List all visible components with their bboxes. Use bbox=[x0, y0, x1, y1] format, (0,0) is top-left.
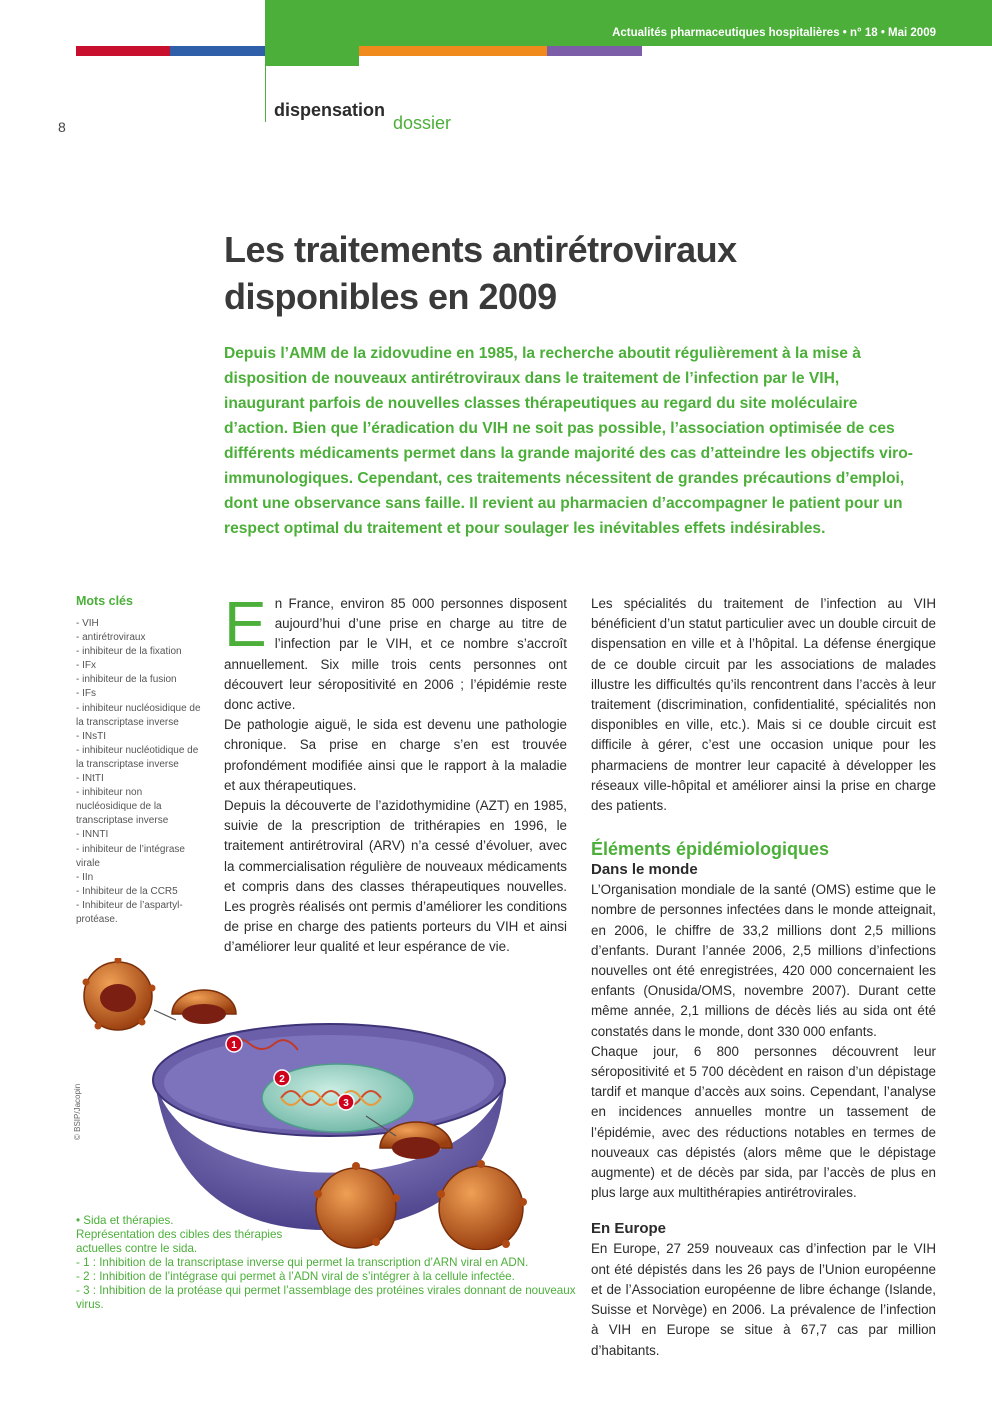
article-paragraph: Les spécialités du traitement de l’infection au VIH bénéficient d’un statut particulier avec un double circuit de dispensation en ville et à l’hôpital. La défense énergique de ce double circuit par les associations de malades illustre les difficultés qu’ils rencontrent dans l’accès à leur traitement (discrimination, confidentialité, spécialités non disponibles en ville, etc.). Mais si ce double circuit est difficile à gérer, c’est une occasion unique pour les pharmaciens de montrer leur capacité à développer les réseaux ville-hôpital et améliorer ainsi la prise en charge des patients. bbox=[591, 596, 936, 814]
stripe-red bbox=[76, 46, 170, 56]
keyword-item: - Inhibiteur de la CCR5 bbox=[76, 885, 178, 897]
caption-line: actuelles contre le sida. bbox=[76, 1242, 198, 1255]
figure-caption bbox=[76, 1214, 576, 1312]
keyword-item: - inhibiteur de la fusion bbox=[76, 674, 177, 686]
image-credit: © BSIP/Jacopin bbox=[73, 1083, 82, 1140]
header-divider bbox=[265, 58, 266, 122]
keyword-item: - inhibiteur nucléotidique de la transcriptase inverse bbox=[76, 744, 199, 770]
title-line-1: Les traitements antirétroviraux bbox=[224, 229, 737, 270]
keyword-item: - inhibiteur de l’intégrase virale bbox=[76, 843, 185, 869]
header-tab bbox=[265, 46, 359, 66]
keyword-item: - inhibiteur nucléosidique de la transcriptase inverse bbox=[76, 702, 201, 728]
stripe-blue bbox=[170, 46, 265, 56]
keywords-list bbox=[76, 617, 201, 927]
article-paragraph: Depuis la découverte de l’azidothymidine (AZT) en 1985, suivie de la prescription de trithérapies en 1996, le traitement antirétroviral (ARV) n’a cessé d’évoluer, avec la commercialisation régulière de nouveaux médicaments et compris dans des classes thérapeutiques nouvelles. Les progrès réalisés ont permis d’améliorer les conditions de prise en charge des patients porteurs du VIH et ainsi d’améliorer leur qualité et leur espérance de vie. bbox=[224, 798, 567, 955]
article-column-2 bbox=[591, 594, 936, 1361]
caption-line: • Sida et thérapies. bbox=[76, 1214, 174, 1227]
keyword-item: - IFx bbox=[76, 660, 96, 672]
article-paragraph: De pathologie aiguë, le sida est devenu une pathologie chronique. Sa prise en charge s’en est trouvée profondément modifiée ainsi que le rapport à la maladie et aux thérapeutiques. bbox=[224, 717, 567, 793]
virus-particle bbox=[83, 958, 156, 1030]
caption-line: - 1 : Inhibition de la transcriptase inverse qui permet la transcription d’ARN viral en ADN. bbox=[76, 1256, 529, 1269]
marker-label: 3 bbox=[343, 1098, 349, 1109]
subsection-heading: En Europe bbox=[591, 1220, 667, 1238]
lead-paragraph: Depuis l’AMM de la zidovudine en 1985, la recherche aboutit régulièrement à la mise à disposition de nouveaux antirétroviraux dans le traitement de l’infection par le VIH, inaugurant parfois de nouvelles classes thérapeutiques au regard du site moléculaire d’action. Bien que l’éradication du VIH ne soit pas possible, l’association optimisée de ces différents médicaments permet dans la grande majorité des cas d’atteindre les objectifs viro-immunologiques. Cependant, ces traitements nécessitent de grandes précautions d’emploi, dont une observance sans faille. Il revient au pharmacien d’accompagner le patient pour un respect optimal du traitement et pour soulager les inévitables effets indésirables. bbox=[224, 345, 913, 537]
keyword-item: - antirétroviraux bbox=[76, 632, 146, 644]
caption-line: - 2 : Inhibition de l’intégrase qui permet à l’ADN viral de s’intégrer à la cellule infectée. bbox=[76, 1270, 515, 1283]
article-paragraph: L’Organisation mondiale de la santé (OMS) estime que le nombre de personnes infectées dans le monde atteignait, en 2006, le chiffre de 33,2 millions dont 2,5 millions d’enfants. Durant l’année 2006, 2,5 millions d’infections nouvelles ont été enregistrées, 420 000 concernaient les enfants (Onusida/OMS, novembre 2007). Durant cette même année, 2,1 millions de décès liés au sida ont été constatés dans le monde, dont 330 000 enfants. bbox=[591, 882, 936, 1039]
article-column-1 bbox=[224, 588, 567, 958]
page-title bbox=[224, 226, 844, 320]
marker-3 bbox=[338, 1094, 354, 1110]
virus-particle bbox=[172, 990, 236, 1024]
keyword-item: - IFs bbox=[76, 688, 96, 700]
marker-2 bbox=[274, 1070, 290, 1086]
keyword-item: - INsTI bbox=[76, 730, 106, 742]
keyword-item: - INNTI bbox=[76, 829, 109, 841]
section-sublabel: dossier bbox=[393, 113, 452, 133]
keywords-title: Mots clés bbox=[76, 594, 133, 608]
keyword-item: - IIn bbox=[76, 871, 94, 883]
keyword-item: - inhibiteur de la fixation bbox=[76, 646, 182, 658]
caption-line: - 3 : Inhibition de la protéase qui permet l’assemblage des protéines virales donnant de nouveaux virus. bbox=[76, 1284, 576, 1311]
stripe-purple bbox=[547, 46, 642, 56]
keyword-item: - inhibiteur non nucléosidique de la transcriptase inverse bbox=[76, 787, 169, 827]
section-heading: Éléments épidémiologiques bbox=[591, 839, 830, 860]
keyword-item: - VIH bbox=[76, 618, 99, 629]
keyword-item: - INtTI bbox=[76, 773, 104, 785]
journal-title: Actualités pharmaceutiques hospitalières • n° 18 • Mai 2009 bbox=[612, 27, 936, 39]
marker-label: 2 bbox=[279, 1074, 285, 1085]
caption-line: Représentation des cibles des thérapies bbox=[76, 1228, 283, 1241]
article-text: n France, environ 85 000 personnes disposent aujourd’hui d’une prise en charge au titre de l’infection par le VIH, et ce nombre s’accroît annuellement. Six mille trois cents personnes ont découvert leur séropositivité en 2006 ; l’épidémie reste donc active. bbox=[224, 596, 567, 713]
marker-label: 1 bbox=[231, 1040, 237, 1051]
page-number: 8 bbox=[58, 119, 66, 135]
subsection-heading: Dans le monde bbox=[591, 861, 698, 879]
marker-1 bbox=[226, 1036, 242, 1052]
article-paragraph: Chaque jour, 6 800 personnes découvrent leur séropositivité et 5 700 décèdent en raison d’un dépistage tardif et manque d’accès aux soins. Cependant, l’analyse en incidences annuelles montre un tassement de l’épidémie, avec des réductions notables en termes de nouveaux cas dépistés (alors même que le dépistage augmente) et de décès par sida, par l’accès de plus en plus large aux multithérapies antirétrovirales. bbox=[591, 1043, 936, 1201]
header-bar bbox=[265, 0, 992, 46]
drop-cap: E bbox=[224, 588, 267, 660]
article-paragraph bbox=[224, 588, 567, 715]
hiv-therapy-illustration bbox=[76, 958, 566, 1250]
title-line-2: disponibles en 2009 bbox=[224, 276, 557, 317]
keyword-item: - Inhibiteur de l’aspartyl-protéase. bbox=[76, 899, 183, 925]
section-label: dispensation bbox=[274, 100, 386, 120]
article-paragraph: En Europe, 27 259 nouveaux cas d’infection par le VIH ont été dépistés dans les 26 pays de l’Union européenne et de l’Association européenne de libre échange (Islande, Suisse et Norvège) en 2006. La prévalence de l’infection à VIH en Europe se situe à 67,7 cas par million d’habitants. bbox=[591, 1241, 936, 1358]
stripe-orange bbox=[359, 46, 547, 56]
